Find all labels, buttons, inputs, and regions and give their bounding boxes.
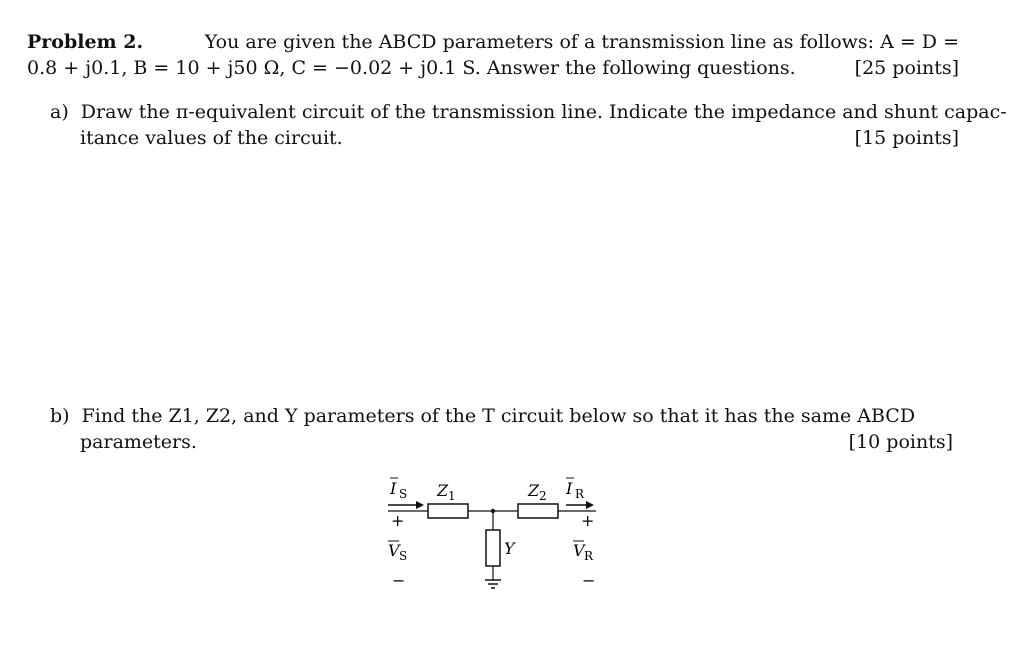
part-a-line-2 — [80, 126, 959, 150]
part-a-line-1 — [50, 100, 1007, 124]
part-b-line-2 — [80, 430, 953, 454]
problem-intro-1: You are given the ABCD parameters of a transmission line as follows: A = D = — [204, 31, 959, 53]
z1-sub: 1 — [448, 489, 456, 503]
part-b-text-1: Find the Z1, Z2, and Y parameters of the T circuit below so that it has the same ABCD — [81, 405, 916, 427]
z2-label: Z — [528, 481, 540, 500]
z1-impedance — [428, 504, 468, 518]
vs-minus: − — [392, 571, 406, 590]
vr-sub: R — [584, 549, 594, 563]
vs-plus: + — [391, 511, 405, 530]
z2-impedance — [518, 504, 558, 518]
part-a-text-2: itance values of the circuit. — [80, 127, 343, 149]
problem-intro-2: 0.8 + j0.1, B = 10 + j50 Ω, C = −0.02 + j0.1 S. Answer the following questions. — [27, 57, 796, 79]
part-b-marker: b) — [50, 405, 70, 427]
ir-arrow-head — [586, 501, 594, 509]
vr-label: V — [573, 541, 585, 560]
problem-heading: Problem 2. — [27, 31, 144, 53]
is-sub: S — [399, 487, 408, 501]
y-label: Y — [504, 539, 515, 558]
vs-label: V — [388, 541, 400, 560]
z2-sub: 2 — [539, 489, 547, 503]
part-a-marker: a) — [50, 101, 69, 123]
problem-line-2 — [27, 56, 959, 80]
ir-label: I — [566, 479, 573, 498]
ir-sub: R — [575, 487, 585, 501]
part-a-points: [15 points] — [854, 127, 959, 149]
part-b-text-2: parameters. — [80, 431, 197, 453]
t-circuit-svg — [380, 472, 620, 602]
vr-minus: − — [582, 571, 596, 590]
problem-line-1 — [27, 30, 959, 54]
vs-sub: S — [399, 549, 408, 563]
part-b-line-1 — [50, 404, 915, 428]
is-arrow-head — [416, 501, 424, 509]
vr-plus: + — [581, 511, 595, 530]
part-a-text-1: Draw the π-equivalent circuit of the transmission line. Indicate the impedance and shunt capac- — [80, 101, 1007, 123]
y-admittance — [486, 530, 500, 566]
z1-label: Z — [437, 481, 449, 500]
problem-points: [25 points] — [854, 57, 959, 79]
part-b-points: [10 points] — [848, 431, 953, 453]
is-label: I — [390, 479, 397, 498]
t-circuit-diagram — [380, 472, 620, 602]
